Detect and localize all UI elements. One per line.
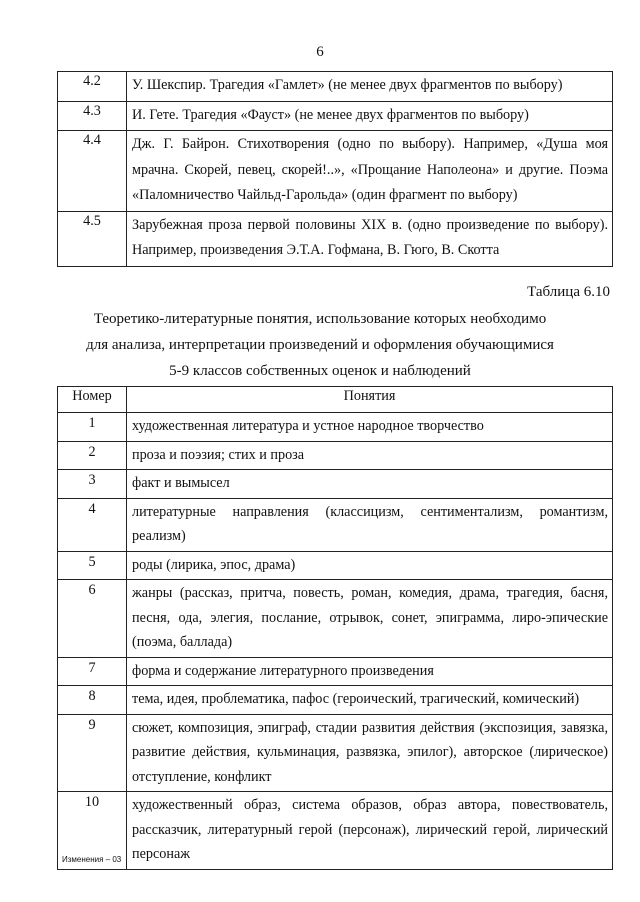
table-row <box>58 686 613 715</box>
row-text: сюжет, композиция, эпиграф, стадии развития действия (экспозиция, завязка, развитие действия, кульминация, развязка, эпилог), авторское (лирическое) отступление, конфликт <box>127 714 613 792</box>
page-number: 6 <box>316 44 324 60</box>
row-number: 4.2 <box>58 72 127 102</box>
row-text: форма и содержание литературного произведения <box>127 657 613 686</box>
table-row <box>58 792 613 870</box>
row-text: проза и поэзия; стих и проза <box>127 441 613 470</box>
heading-line: Теоретико-литературные понятия, использование которых необходимо <box>93 311 547 327</box>
table-row <box>58 657 613 686</box>
table-row <box>58 211 613 266</box>
row-number: 1 <box>58 413 127 442</box>
row-text: художественный образ, система образов, образ автора, повествователь, рассказчик, литературный герой (персонаж), лирический герой, лирический персонаж <box>127 792 613 870</box>
table-caption: Таблица 6.10 <box>527 284 610 300</box>
row-number: 4.3 <box>58 101 127 131</box>
table-row <box>58 413 613 442</box>
row-text: художественная литература и устное народное творчество <box>127 413 613 442</box>
row-text: Зарубежная проза первой половины XIX в. (одно произведение по выбору). Например, произведения Э.Т.А. Гофмана, В. Гюго, В. Скотта <box>127 211 613 266</box>
table-row <box>58 72 613 102</box>
header-number: Номер <box>58 387 127 413</box>
row-number: 5 <box>58 551 127 580</box>
table-row <box>58 131 613 212</box>
row-text: И. Гете. Трагедия «Фауст» (не менее двух фрагментов по выбору) <box>127 101 613 131</box>
table-row <box>58 580 613 658</box>
row-number: 7 <box>58 657 127 686</box>
row-number: 4 <box>58 498 127 551</box>
row-text: литературные направления (классицизм, сентиментализм, романтизм, реализм) <box>127 498 613 551</box>
row-text: факт и вымысел <box>127 470 613 499</box>
row-number: 6 <box>58 580 127 658</box>
row-number: 9 <box>58 714 127 792</box>
heading-line: 5-9 классов собственных оценок и наблюдений <box>169 363 471 379</box>
row-number: 2 <box>58 441 127 470</box>
table-heading <box>0 306 640 384</box>
table-row <box>58 714 613 792</box>
table-row <box>58 551 613 580</box>
row-number: 8 <box>58 686 127 715</box>
row-number: 4.5 <box>58 211 127 266</box>
table-row <box>58 498 613 551</box>
concepts-table <box>57 386 613 870</box>
row-number: 3 <box>58 470 127 499</box>
row-text: жанры (рассказ, притча, повесть, роман, комедия, драма, трагедия, басня, песня, ода, элегия, послание, отрывок, сонет, эпиграмма, лиро-эпические (поэма, баллада) <box>127 580 613 658</box>
footer-revision: Изменения – 03 <box>62 855 122 864</box>
header-concepts: Понятия <box>127 387 613 413</box>
heading-line: для анализа, интерпретации произведений и оформления обучающимися <box>86 337 554 353</box>
row-text: Дж. Г. Байрон. Стихотворения (одно по выбору). Например, «Душа моя мрачна. Скорей, певец, скорей!..», «Прощание Наполеона» и другие. Поэма «Паломничество Чайльд-Гарольда» (один фрагмент по выбору) <box>127 131 613 212</box>
table-row <box>58 441 613 470</box>
row-text: тема, идея, проблематика, пафос (героический, трагический, комический) <box>127 686 613 715</box>
row-number: 10 <box>58 792 127 870</box>
table-row <box>58 470 613 499</box>
row-text: У. Шекспир. Трагедия «Гамлет» (не менее двух фрагментов по выбору) <box>127 72 613 102</box>
row-text: роды (лирика, эпос, драма) <box>127 551 613 580</box>
literature-table <box>57 71 613 267</box>
header-row <box>58 387 613 413</box>
table-row <box>58 101 613 131</box>
row-number: 4.4 <box>58 131 127 212</box>
